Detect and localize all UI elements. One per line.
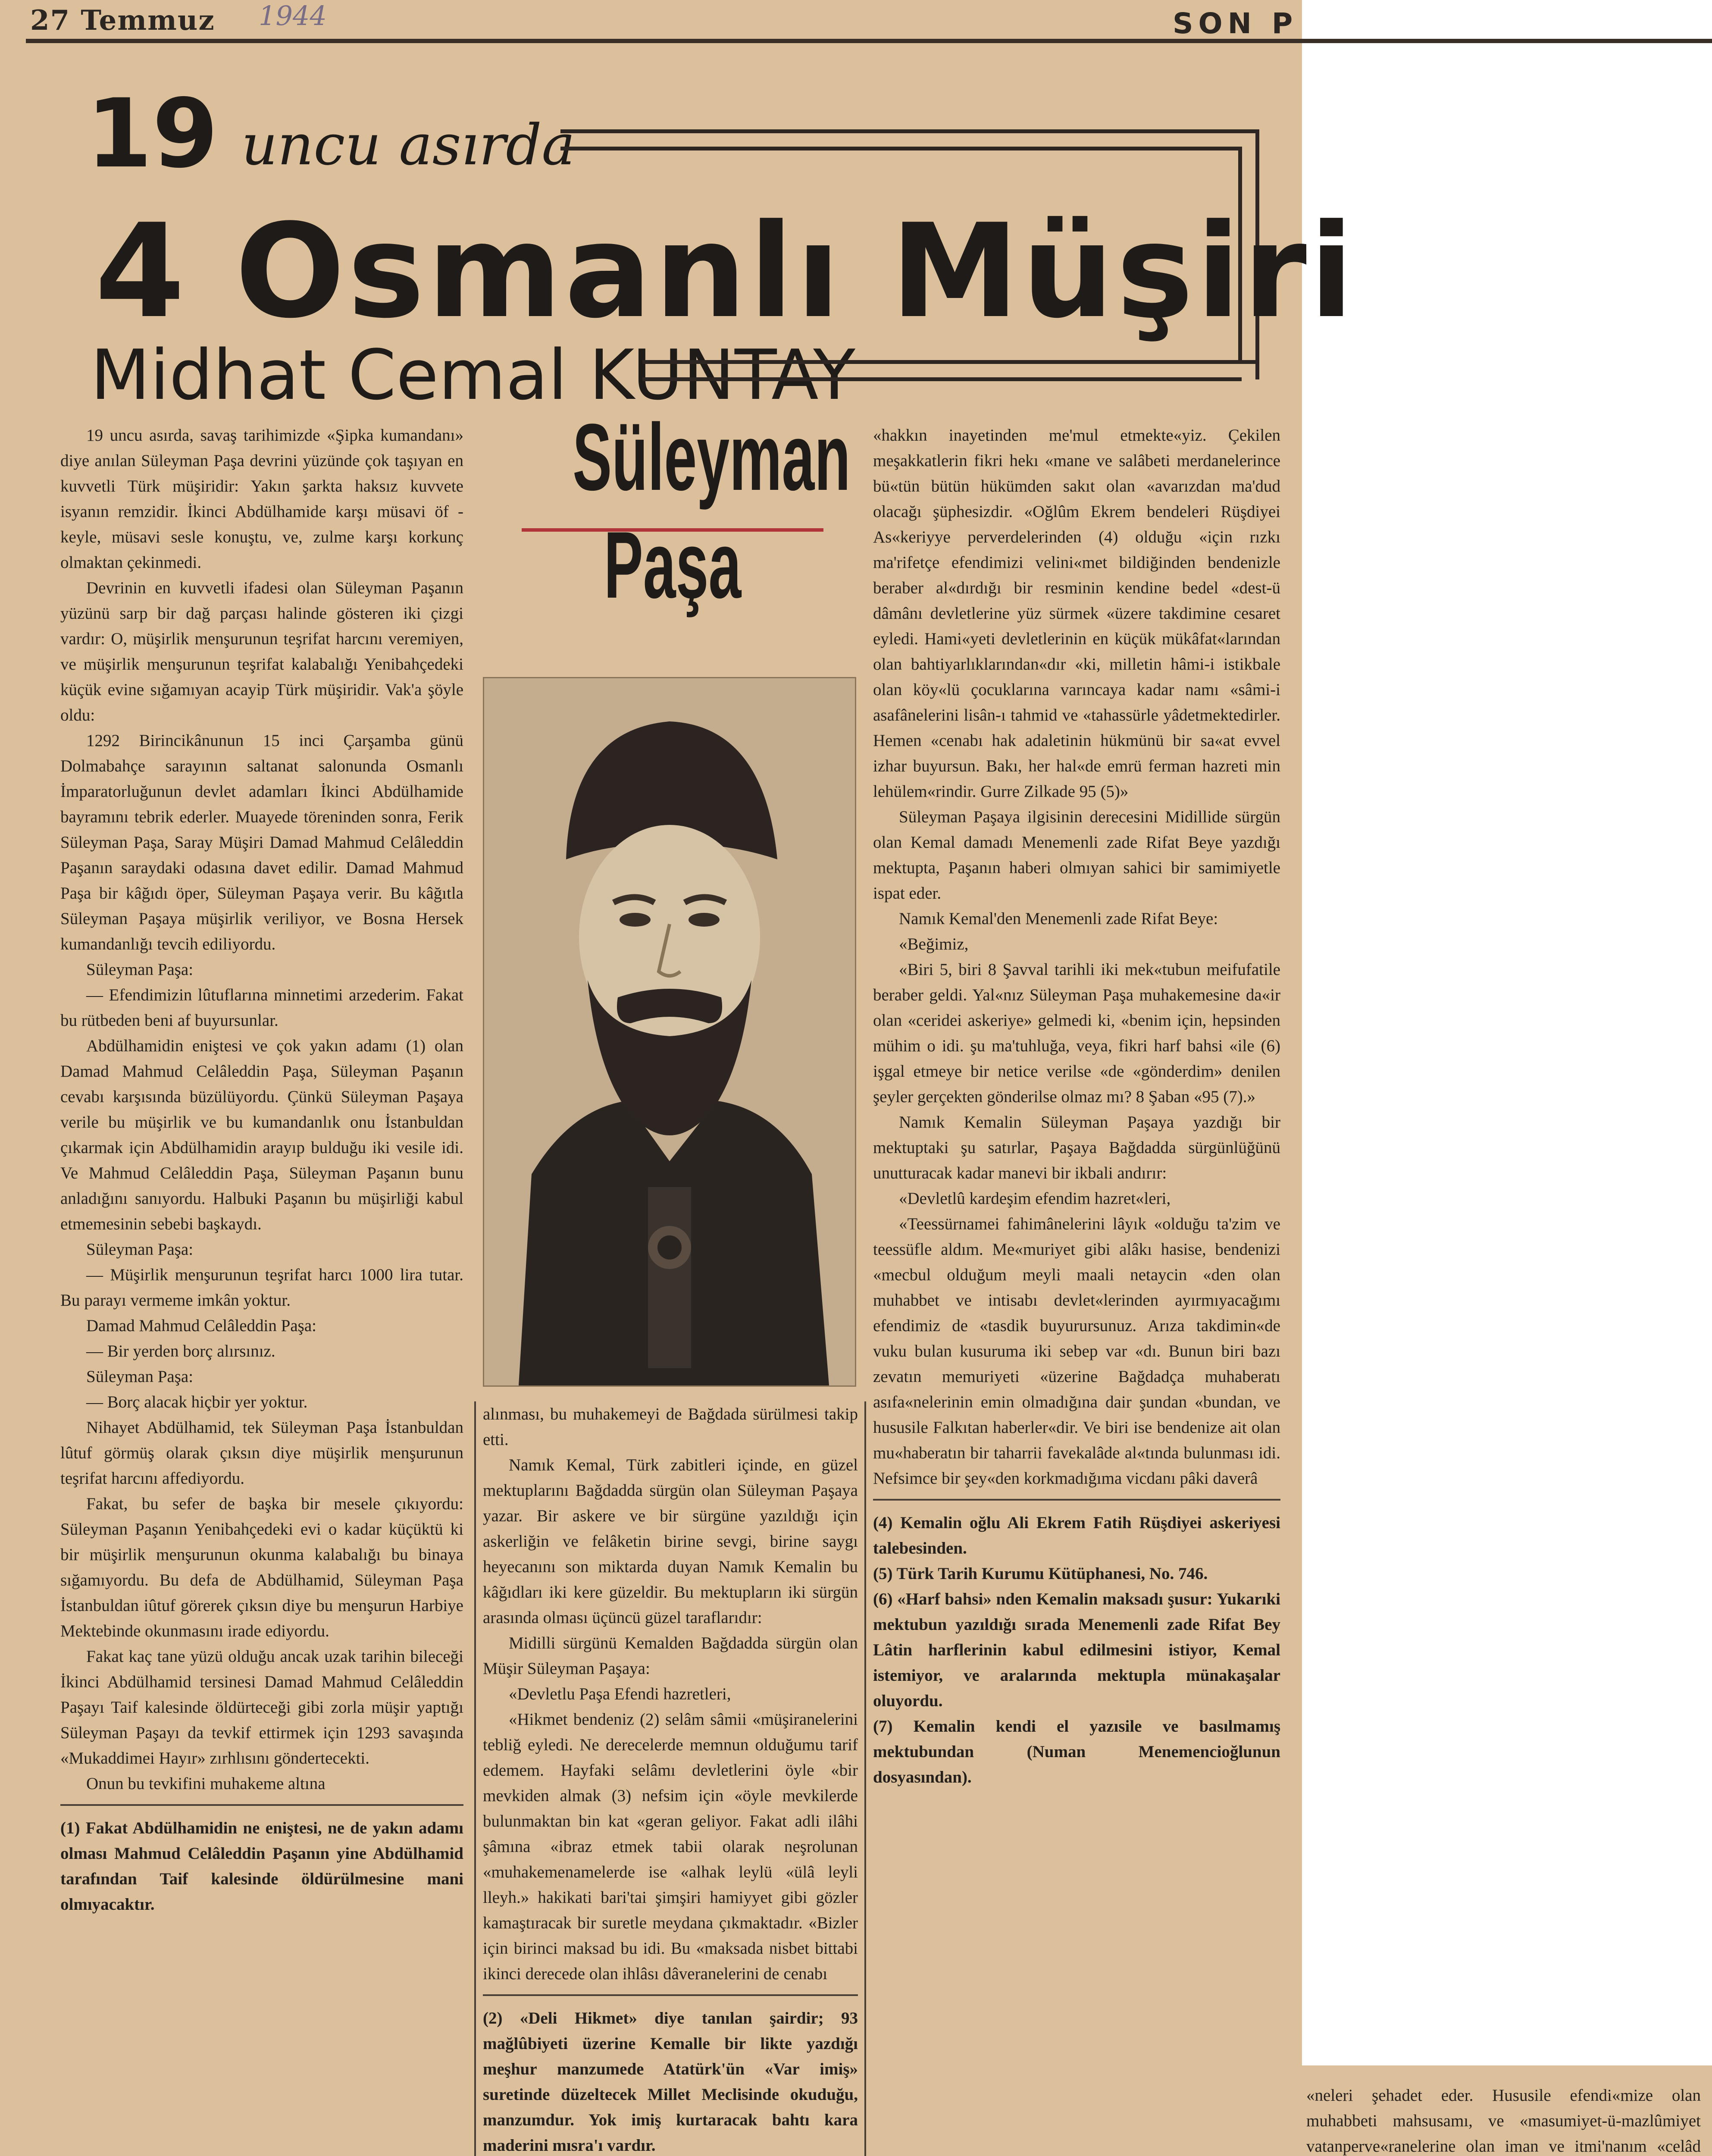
paragraph: Midilli sürgünü Kemalden Bağdadda sürgün olan Müşir Süleyman Paşaya: bbox=[483, 1634, 858, 1678]
subtitle-pasa: Paşa bbox=[604, 512, 742, 618]
title-italic: uncu asırda bbox=[241, 112, 575, 178]
paper-name-header: SON P bbox=[1173, 7, 1298, 40]
column-rule-1 bbox=[474, 1401, 476, 2156]
paragraph: alınması, bu muhakemeyi de Bağdada sürülmesi takip etti. bbox=[483, 1405, 858, 1449]
article-column-1 bbox=[60, 423, 463, 1917]
paragraph: — Efendimizin lûtuflarına minnetimi arzederim. Fakat bu rütbeden beni af buyursunlar. bbox=[60, 986, 463, 1030]
footnote: (5) Türk Tarih Kurumu Kütüphanesi, No. 746. bbox=[873, 1564, 1208, 1583]
paragraph: «hakkın inayetinden me'mul etmekte«yiz. Çekilen meşakkatlerin fikri hekı «mane ve salâbeti merdanelerince bü«tün bütün hükümden sakıt olan «avarızdan ma'dud olacağı şüphesizdir. «Oğlûm Ekrem bendeleri Rüşdiyei As«keriyye perverdelerinden (4) olduğu «için rızkı ma'rifetçe efendimizi velini«met bildiğinden bendenizle beraber al«dırdığı bir resminin kendine bedel «dest-ü dâmânı devletlerine yüz sürmek «üzere takdimine cesaret eyledi. Hami«yeti devletlerinin en küçük mükâfat«larından olan bahtiyarlıklarından«dır «ki, milletin hâmi-i istikbale olan köy«lü çocuklarına varıncaya kadar namı «sâmi-i asafânelerini lisân-ı tahmid ve «tahassürle yâdetmektedirler. Hemen «cenabı hak adaletinin hükmünü bir sa«at evvel izhar buyursun. Bakı, her hal«de emrü ferman hazreti min lehülem«rindir. Gurre Zilkade 95 (5)» bbox=[873, 426, 1280, 801]
article-column-3 bbox=[873, 423, 1280, 1790]
paragraph: Namık Kemal, Türk zabitleri içinde, en güzel mektuplarını Bağdadda sürgün olan Süleyman Paşaya yazar. Bir askere ve bir sürgüne yazıldığı için askerliğin ve felâketin birine sevgi, birine saygı heyecanını son miktarda duyan Namık Kemalin bu kâğıdları iki kere güzeldir. Bu mektupların iki sürgün arasında olması üçüncü güzel taraflarıdır: bbox=[483, 1456, 858, 1627]
paragraph: — Bir yerden borç alırsınız. bbox=[86, 1342, 275, 1360]
paragraph: Abdülhamidin eniştesi ve çok yakın adamı (1) olan Damad Mahmud Celâleddin Paşa, Süleyman Paşanın cevabı karşısında büzülüyordu. Çünkü Süleyman Paşaya verile bu müşirlik ve bu kumandanlık onu İstanbuldan çıkarmak için Abdülhamidin arayıp bulduğu iki vesile idi. Ve Mahmud Celâleddin Paşa, Süleyman Paşanın bunu anladığını sanıyordu. Halbuki Paşanın bu müşirliği kabul etmemesinin sebebi başkaydı. bbox=[60, 1037, 463, 1233]
paragraph: Süleyman Paşa: bbox=[86, 1367, 194, 1386]
paragraph: Devrinin en kuvvetli ifadesi olan Süleyman Paşanın yüzünü sarp bir dağ parçası halinde gösteren iki çizgi vardır: O, müşirlik menşurunun teşrifat harcını veremiyen, ve müşirlik menşurunun teşrifat kalabalığı Yenibahçedeki küçük evine sığamıyan acayip Türk müşiridir. Vak'a şöyle oldu: bbox=[60, 579, 463, 724]
paragraph: 19 uncu asırda, savaş tarihimizde «Şipka kumandanı» diye anılan Süleyman Paşa devrini yüzünde çok taşıyan en kuvvetli Türk müşiridir: Yakın şarkta haksız kuvvete isyanın remzidir. İkinci Abdülhamide karşı müsavi öf - keyle, müsavi sesle konuştu, ve, zulme karşı korkunç olmaktan çekinmedi. bbox=[60, 426, 463, 572]
column-rule-2 bbox=[864, 1401, 866, 2156]
title-number: 19 bbox=[86, 78, 219, 189]
paragraph: Namık Kemalin Süleyman Paşaya yazdığı bir mektuptaki şu satırlar, Paşaya Bağdadda sürgünlüğünü unutturacak kadar manevi bir ikbali andırır: bbox=[873, 1113, 1280, 1182]
paragraph: Namık Kemal'den Menemenli zade Rifat Beye: bbox=[899, 909, 1218, 928]
paragraph: Süleyman Paşa: bbox=[86, 960, 194, 979]
paragraph: «Hikmet bendeniz (2) selâm sâmii «müşiranelerini tebliğ eyledi. Ne derecelerde memnun olduğumu tarif edemem. Hayfaki selâmı devletlerini öyle «bir mevkiden almak (3) nefsim için «öyle mevkilerde bulunmaktan bin kat «geran geliyor. Fakat adli ilâhi şâmına «ibraz etmek tabii olarak neşrolunan «muhakemenamelerde ise «alhak leylü «ülâ leyli lleyh.» hakikati bari'tai şimşiri hamiyyet gibi gözler kamaştıracak bir suretle meydana çıkmaktadır. «Bizler için birinci maksad bu idi. Bu «maksada nisbet bittabi ikinci derecede olan ihlâsı dâveranelerini de cenabı bbox=[483, 1710, 858, 1983]
paragraph: «Biri 5, biri 8 Şavval tarihli iki mek«tubun meifufatile beraber geldi. Yal«nız Süleyman Paşa muhakemesine da«ir olan «ceridei askeriye» gelmedi ki, «benim için, hepsinden mühim o idi. şu ma'tuhluğa, veya, fikri harf bahsi «ile (6) işgal etmeye bir netice verilse «de «gönderdim» denilen şeyler gerçekten gönderilse olmaz mı? 8 Şaban «95 (7).» bbox=[873, 960, 1280, 1106]
paragraph: 1292 Birincikânunun 15 inci Çarşamba günü Dolmabahçe sarayının saltanat salonunda Osmanlı İmparatorluğunun devlet adamları İkinci Abdülhamide bayramını tebrik ederler. Muayede töreninden sonra, Ferik Süleyman Paşa, Saray Müşiri Damad Mahmud Celâleddin Paşanın saraydaki odasına davet edilir. Damad Mahmud Paşa bir kâğıdı öper, Süleyman Paşaya verir. Bu kâğıtla Süleyman Paşaya müşirlik veriliyor, ve Bosna Hersek kumandanlığı tevcih ediliyordu. bbox=[60, 731, 463, 953]
paragraph: «Devletlu Paşa Efendi hazretleri, bbox=[509, 1685, 731, 1703]
article-column-2 bbox=[483, 1401, 858, 2156]
footnote-divider bbox=[483, 1994, 858, 1996]
portrait-of-suleyman-pasa-icon bbox=[484, 678, 855, 1385]
footnote: (7) Kemalin kendi el yazısile ve basılmamış mektubundan (Numan Menemencioğlunun dosyasından). bbox=[873, 1717, 1280, 1786]
paragraph: Damad Mahmud Celâleddin Paşa: bbox=[86, 1316, 316, 1335]
footnote-divider bbox=[60, 1804, 463, 1806]
paragraph: — Müşirlik menşurunun teşrifat harcı 1000 lira tutar. Bu parayı vermeme imkân yoktur. bbox=[60, 1266, 463, 1310]
footnote: (4) Kemalin oğlu Ali Ekrem Fatih Rüşdiyei askeriyesi talebesinden. bbox=[873, 1514, 1280, 1557]
byline-rule-1 bbox=[642, 360, 1259, 364]
handwritten-year: 1944 bbox=[259, 0, 327, 31]
article-column-4 bbox=[1306, 2083, 1701, 2156]
title-frame-top bbox=[560, 129, 1259, 133]
footnote-divider bbox=[873, 1499, 1280, 1501]
paragraph: «Devletlû kardeşim efendim hazret«leri, bbox=[899, 1189, 1171, 1208]
portrait-image bbox=[483, 677, 856, 1387]
date-header: 27 Temmuz bbox=[30, 4, 215, 37]
paragraph: — Borç alacak hiçbir yer yoktur. bbox=[86, 1393, 308, 1411]
paragraph: Fakat, bu sefer de başka bir mesele çıkıyordu: Süleyman Paşanın Yenibahçedeki evi o kadar küçüktü ki bir müşirlik menşurunun okunma kalabalığı bu binaya sığamıyordu. Bu defa de Abdülhamid, Süleyman Paşa İstanbuldan iûtuf görerek çıksın diye bu menşurun Harbiye Mektebinde okunmasını irade ediyordu. bbox=[60, 1495, 463, 1640]
subtitle-suleyman: Süleyman bbox=[573, 404, 851, 510]
byline-rule-2 bbox=[642, 377, 1242, 381]
paragraph: «neleri şehadet eder. Hususile efendi«mize olan muhabbeti mahsusamı, ve «masumiyet-ü-mazlûmiyet vatanperve«ranelerine olan iman ve itmi'nanım «celâd bbox=[1306, 2086, 1701, 2156]
footnote: (2) «Deli Hikmet» diye tanılan şairdir; 93 mağlûbiyeti üzerine Kemalle bir likte yazdığı meşhur manzumede Atatürk'ün «Var imiş» suretinde düzeltecek Millet Meclisinde okuduğu, manzumdur. Yok imiş kurtaracak bahtı kara maderini mısra'ı vardır. bbox=[483, 2009, 858, 2155]
main-headline: 4 Osmanlı Müşiri bbox=[95, 196, 1356, 347]
paragraph: Onun bu tevkifini muhakeme altına bbox=[86, 1774, 325, 1793]
paragraph: «Teessürnamei fahimânelerini lâyık «olduğu ta'zim ve teessüfle aldım. Me«muriyet gibi alâkı hasise, bendenizi «mecbul olduğum meyli maali netaycin «den olan muhabbet ve intisabı devlet«lerinden ayırmıyacağımı efendimiz de «tasdik buyurursunuz. Arıza takdimin«de vuku bulan kusuruma iki sebep var «dı. Bunun biri bazı zevatın memuriyeti «üzerine Bağdadça muhaberatı asıfa«nelerinin emin olmadığına dair şundan «bundan, ve hususile Falkıtan haberler«dir. Ve biri ise bendenize ait olan mu«haberatın bir taharrii favekalâde al«tında bulunması idi. Nefsimce bir şey«den korkmadığıma vicdanı pâki daverâ bbox=[873, 1215, 1280, 1488]
footnote: (1) Fakat Abdülhamidin ne eniştesi, ne de yakın adamı olması Mahmud Celâleddin Paşanın yine Abdülhamid tarafından Taif kalesinde öldürülmesine mani olmıyacaktır. bbox=[60, 1819, 463, 1914]
title-frame-top-inner bbox=[560, 147, 1242, 150]
paragraph: Nihayet Abdülhamid, tek Süleyman Paşa İstanbuldan lûtuf görmüş olarak çıksın diye müşirlik menşurunun teşrifat harcını affediyordu. bbox=[60, 1418, 463, 1488]
paragraph: Fakat kaç tane yüzü olduğu ancak uzak tarihin bileceği İkinci Abdülhamid tersinesi Damad Mahmud Celâleddin Paşayı Taif kalesinde öldürteceği gibi zorla müşir yaptığı Süleyman Paşayı da tevkif ettirmek için 1293 savaşında «Mukaddimei Hayır» zırhlısını göndertecekti. bbox=[60, 1647, 463, 1767]
paragraph: Süleyman Paşaya ilgisinin derecesini Midillide sürgün olan Kemal damadı Menemenli zade Rifat Beye yazdığı mektupta, Paşanın haberi olmıyan sahici bir samimiyetle ispat eder. bbox=[873, 808, 1280, 903]
paragraph: «Beğimiz, bbox=[899, 935, 969, 953]
author-byline: Midhat Cemal KUNTAY bbox=[91, 335, 855, 415]
header-rule bbox=[26, 39, 1712, 43]
footnote: (6) «Harf bahsi» nden Kemalin maksadı şusur: Yukarıki mektubun yazıldığı sırada Menemenli zade Rifat Bey Lâtin harflerinin kabul edilmesini istiyor, Kemal istemiyor, ve aralarında mektupla münakaşalar oluyordu. bbox=[873, 1590, 1280, 1710]
paragraph: Süleyman Paşa: bbox=[86, 1240, 194, 1259]
